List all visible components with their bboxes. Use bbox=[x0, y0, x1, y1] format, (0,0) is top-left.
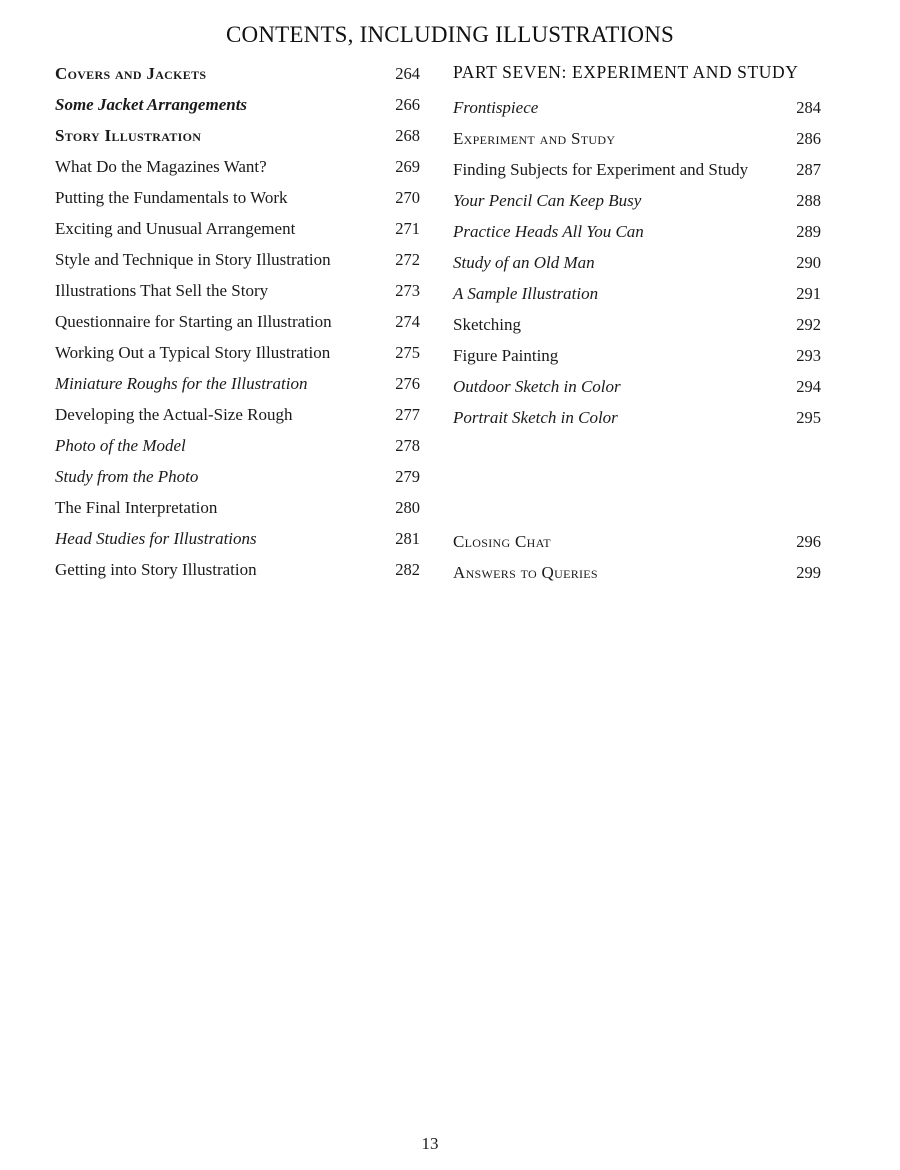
entry-title: Practice Heads All You Can bbox=[453, 222, 644, 241]
entry-page-number: 287 bbox=[796, 160, 821, 179]
entry-title: Head Studies for Illustrations bbox=[55, 529, 257, 548]
contents-entry bbox=[55, 399, 420, 430]
contents-entry bbox=[55, 213, 420, 244]
entry-page-number: 291 bbox=[796, 284, 821, 303]
contents-entry bbox=[453, 185, 821, 216]
entry-title: Study of an Old Man bbox=[453, 253, 595, 272]
entry-title: Putting the Fundamentals to Work bbox=[55, 188, 288, 207]
contents-entry bbox=[453, 154, 821, 185]
entry-page-number: 276 bbox=[395, 374, 420, 393]
contents-entry bbox=[55, 461, 420, 492]
entry-page-number: 286 bbox=[796, 129, 821, 148]
entry-title: Study from the Photo bbox=[55, 467, 199, 486]
entry-page-number: 264 bbox=[395, 64, 420, 83]
entry-title: Photo of the Model bbox=[55, 436, 186, 455]
entry-title: Covers and Jackets bbox=[55, 64, 207, 83]
contents-entry bbox=[55, 182, 420, 213]
contents-entry bbox=[55, 244, 420, 275]
entry-page-number: 289 bbox=[796, 222, 821, 241]
entry-title: The Final Interpretation bbox=[55, 498, 218, 517]
part-heading: PART SEVEN: EXPERIMENT AND STUDY bbox=[453, 62, 799, 82]
entry-title: Answers to Queries bbox=[453, 563, 598, 582]
entry-title: What Do the Magazines Want? bbox=[55, 157, 267, 176]
contents-entry bbox=[55, 492, 420, 523]
contents-entry bbox=[55, 58, 420, 89]
section-gap bbox=[453, 433, 821, 526]
contents-entry bbox=[453, 216, 821, 247]
entry-page-number: 280 bbox=[395, 498, 420, 517]
contents-entry bbox=[453, 402, 821, 433]
entry-page-number: 296 bbox=[796, 532, 821, 551]
entry-title: Illustrations That Sell the Story bbox=[55, 281, 269, 300]
entry-title: Frontispiece bbox=[453, 98, 539, 117]
entry-page-number: 277 bbox=[395, 405, 420, 424]
entry-title: Style and Technique in Story Illustration bbox=[55, 250, 331, 269]
entry-page-number: 282 bbox=[395, 560, 420, 579]
contents-entry bbox=[55, 430, 420, 461]
entry-page-number: 271 bbox=[395, 219, 420, 238]
contents-entry bbox=[55, 523, 420, 554]
entry-title: Some Jacket Arrangements bbox=[55, 95, 248, 114]
entry-title: Experiment and Study bbox=[453, 129, 616, 148]
entry-title: Story Illustration bbox=[55, 126, 202, 145]
entry-page-number: 269 bbox=[395, 157, 420, 176]
entry-page-number: 293 bbox=[796, 346, 821, 365]
entry-title: Figure Painting bbox=[453, 346, 559, 365]
entry-title: Developing the Actual-Size Rough bbox=[55, 405, 293, 424]
entry-title: Finding Subjects for Experiment and Study bbox=[453, 160, 749, 179]
contents-entry bbox=[55, 89, 420, 120]
contents-entry bbox=[55, 337, 420, 368]
contents-entry bbox=[55, 275, 420, 306]
entry-page-number: 292 bbox=[796, 315, 821, 334]
entry-title: Your Pencil Can Keep Busy bbox=[453, 191, 642, 210]
contents-entry bbox=[55, 368, 420, 399]
contents-entry bbox=[453, 309, 821, 340]
contents-entry bbox=[453, 247, 821, 278]
contents-entry bbox=[453, 557, 821, 588]
entry-title: Sketching bbox=[453, 315, 521, 334]
entry-page-number: 272 bbox=[395, 250, 420, 269]
entry-title: Exciting and Unusual Arrangement bbox=[55, 219, 296, 238]
page-title: CONTENTS, INCLUDING ILLUSTRATIONS bbox=[225, 22, 675, 47]
entry-page-number: 275 bbox=[395, 343, 420, 362]
entry-page-number: 273 bbox=[395, 281, 420, 300]
contents-entry bbox=[55, 120, 420, 151]
entry-page-number: 270 bbox=[395, 188, 420, 207]
entry-page-number: 294 bbox=[796, 377, 821, 396]
entry-page-number: 288 bbox=[796, 191, 821, 210]
entry-title: Questionnaire for Starting an Illustration bbox=[55, 312, 332, 331]
contents-entry bbox=[453, 278, 821, 309]
entry-page-number: 295 bbox=[796, 408, 821, 427]
entry-title: A Sample Illustration bbox=[453, 284, 599, 303]
right-contents-column bbox=[453, 58, 821, 588]
closing-entries bbox=[453, 526, 821, 588]
entry-page-number: 268 bbox=[395, 126, 420, 145]
contents-entry bbox=[453, 340, 821, 371]
entry-title: Getting into Story Illustration bbox=[55, 560, 257, 579]
entry-page-number: 266 bbox=[395, 95, 420, 114]
contents-entry bbox=[453, 526, 821, 557]
entry-page-number: 284 bbox=[796, 98, 821, 117]
contents-entry bbox=[453, 123, 821, 154]
contents-entry bbox=[453, 371, 821, 402]
entry-page-number: 278 bbox=[395, 436, 420, 455]
entry-page-number: 279 bbox=[395, 467, 420, 486]
part-seven-entries bbox=[453, 92, 821, 433]
contents-entry bbox=[55, 554, 420, 585]
contents-entry bbox=[55, 306, 420, 337]
page-number: 13 bbox=[421, 1134, 439, 1153]
left-contents-column bbox=[55, 58, 420, 585]
entry-page-number: 290 bbox=[796, 253, 821, 272]
contents-entry bbox=[453, 92, 821, 123]
entry-title: Miniature Roughs for the Illustration bbox=[55, 374, 308, 393]
contents-entry bbox=[55, 151, 420, 182]
entry-title: Portrait Sketch in Color bbox=[453, 408, 618, 427]
entry-title: Working Out a Typical Story Illustration bbox=[55, 343, 331, 362]
entry-title: Closing Chat bbox=[453, 532, 551, 551]
entry-title: Outdoor Sketch in Color bbox=[453, 377, 621, 396]
entry-page-number: 274 bbox=[395, 312, 420, 331]
entry-page-number: 299 bbox=[796, 563, 821, 582]
entry-page-number: 281 bbox=[395, 529, 420, 548]
